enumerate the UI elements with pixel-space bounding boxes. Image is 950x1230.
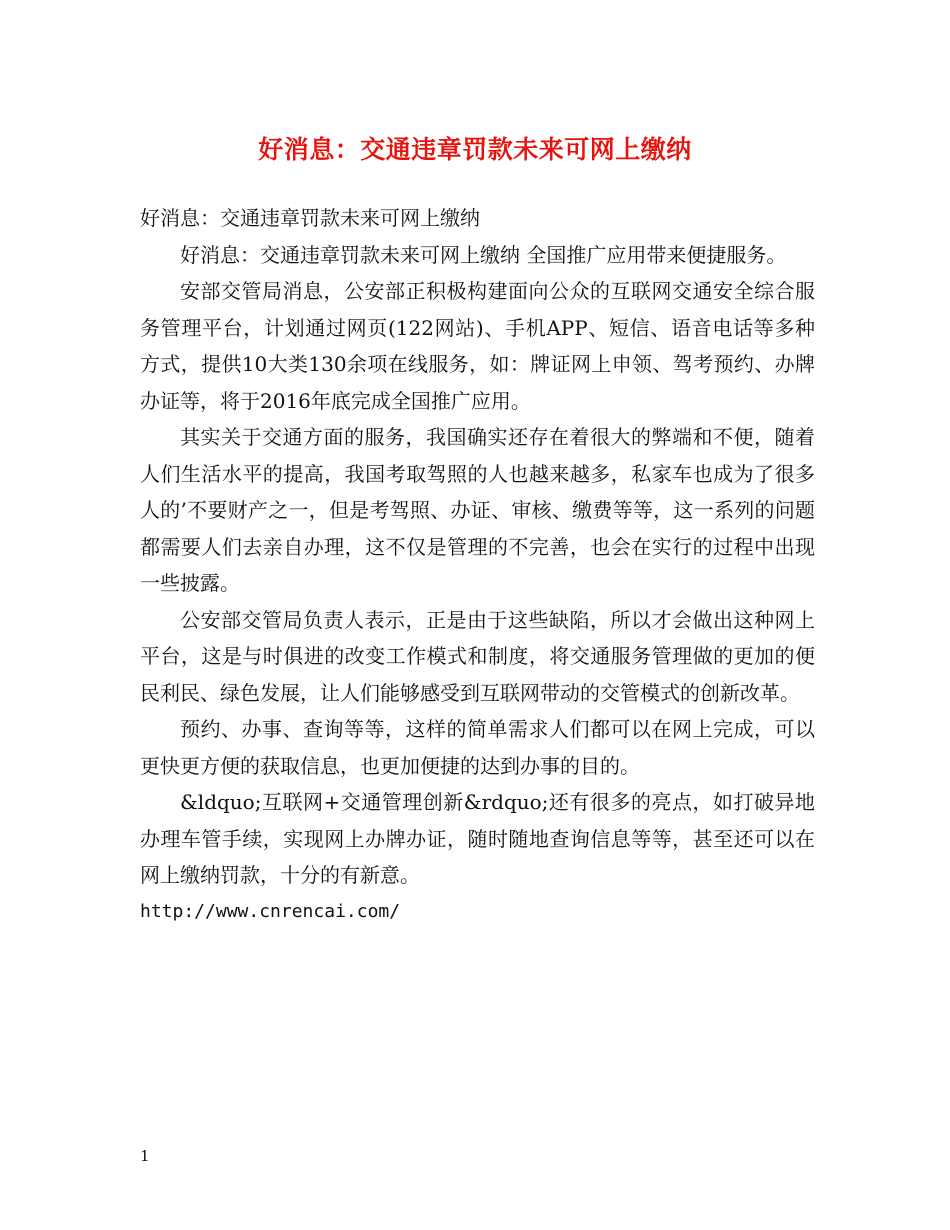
paragraph: 预约、办事、查询等等，这样的简单需求人们都可以在网上完成，可以更快更方便的获取信息，也更加便捷的达到办事的目的。	[140, 717, 815, 778]
paragraph: 好消息：交通违章罚款未来可网上缴纳 全国推广应用带来便捷服务。	[180, 242, 787, 267]
paragraph: &ldquo;互联网+交通管理创新&rdquo;还有很多的亮点，如打破异地办理车管手续，实现网上办牌办证，随时随地查询信息等等，甚至还可以在网上缴纳罚款，十分的有新意。	[140, 790, 815, 887]
document-title: 好消息：交通违章罚款未来可网上缴纳	[258, 135, 692, 164]
document-body	[140, 200, 815, 930]
paragraph: 其实关于交通方面的服务，我国确实还存在着很大的弊端和不便，随着人们生活水平的提高，我国考取驾照的人也越来越多，私家车也成为了很多人的’不要财产之一，但是考驾照、办证、审核、缴费等等，这一系列的问题都需要人们去亲自办理，这不仅是管理的不完善，也会在实行的过程中出现一些披露。	[140, 425, 815, 595]
page-number: 1	[140, 1147, 150, 1165]
paragraph: 安部交管局消息，公安部正积极构建面向公众的互联网交通安全综合服务管理平台，计划通过网页(122网站)、手机APP、短信、语音电话等多种方式，提供10大类130余项在线服务，如：牌证网上申领、驾考预约、办牌办证等，将于2016年底完成全国推广应用。	[140, 279, 815, 413]
paragraph-heading: 好消息：交通违章罚款未来可网上缴纳	[140, 206, 480, 230]
source-url-link[interactable]: http://www.cnrencai.com/	[140, 900, 401, 922]
paragraph: 公安部交管局负责人表示，正是由于这些缺陷，所以才会做出这种网上平台，这是与时俱进的改变工作模式和制度，将交通服务管理做的更加的便民利民、绿色发展，让人们能够感受到互联网带动的交管模式的创新改革。	[140, 607, 815, 705]
